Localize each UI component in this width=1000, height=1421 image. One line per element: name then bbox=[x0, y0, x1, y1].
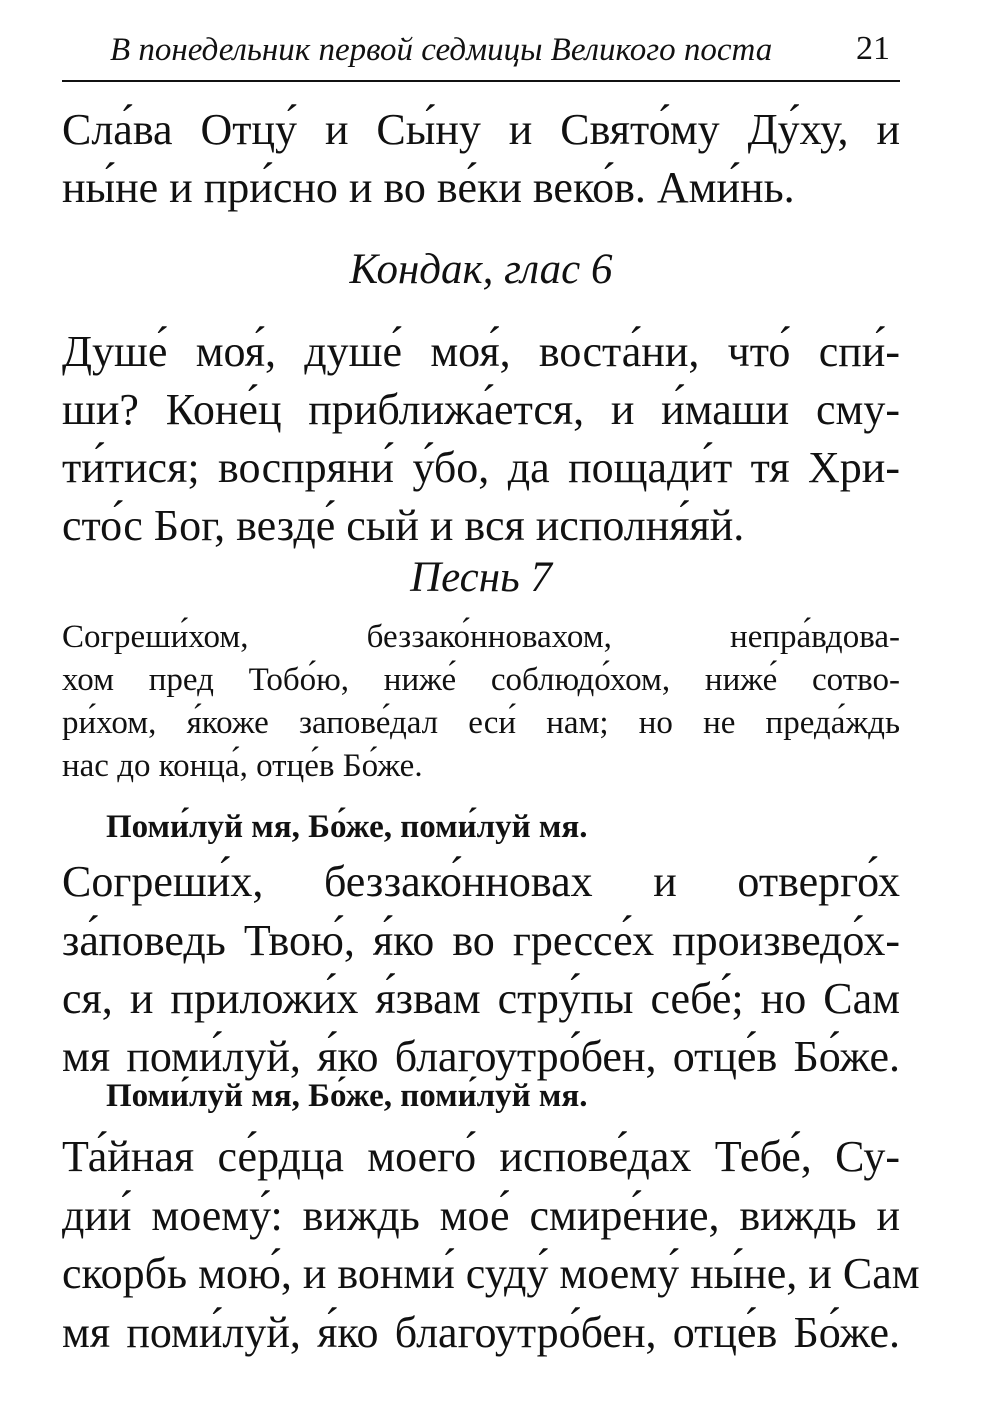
glory-line-1: Сла́ва Отцу́ и Сы́ну и Свято́му Ду́ху, и bbox=[62, 105, 900, 154]
running-head bbox=[62, 28, 900, 82]
troparion-1-line-2: за́поведь Твою́, я́ко во грессе́х произведо́х- bbox=[62, 916, 900, 965]
ode-7-heading: Песнь 7 bbox=[410, 554, 552, 601]
glory-line-2: ны́не и при́сно и во ве́ки веко́в. Ами́нь. bbox=[62, 163, 795, 212]
running-title: В понедельник первой седмицы Великого поста bbox=[110, 32, 773, 68]
irmos-line-4: нас до конца́, отце́в Бо́же. bbox=[62, 748, 423, 784]
troparion-1-line-4: мя поми́луй, я́ко благоутро́бен, отце́в Бо́же. bbox=[62, 1032, 900, 1081]
kontakion-line-3: ти́тися; воспряни́ у́бо, да пощади́т тя Хри- bbox=[62, 443, 900, 492]
refrain-2: Поми́луй мя, Бо́же, поми́луй мя. bbox=[106, 1078, 588, 1114]
kontakion-line-2: ши? Коне́ц приближа́ется, и и́маши сму- bbox=[62, 385, 900, 434]
troparion-1-line-1: Согреши́х, беззако́нновах и отверго́х bbox=[62, 857, 900, 906]
irmos-line-1: Согреши́хом, беззако́нновахом, непра́вдова- bbox=[62, 619, 900, 655]
irmos-line-2: хом пред Тобо́ю, ниже́ соблюдо́хом, ниже́ сотво- bbox=[62, 662, 900, 698]
troparion-2-line-2: дии́ моему́: виждь мое́ смире́ние, виждь и bbox=[62, 1191, 900, 1240]
book-page bbox=[62, 0, 920, 1421]
irmos-line-3: ри́хом, я́коже запове́дал еси́ нам; но не преда́ждь bbox=[62, 705, 900, 741]
troparion-2-line-1: Та́йная се́рдца моего́ испове́дах Тебе́, Су- bbox=[62, 1132, 900, 1181]
page-number: 21 bbox=[856, 30, 890, 67]
kontakion-line-1: Душе́ моя́, душе́ моя́, воста́ни, что́ спи́- bbox=[62, 327, 900, 376]
kontakion-heading: Кондак, глас 6 bbox=[349, 246, 613, 293]
kontakion-line-4: сто́с Бог, везде́ сый и вся исполня́яй. bbox=[62, 501, 745, 550]
troparion-2-line-3: скорбь мою́, и вонми́ суду́ моему́ ны́не, и Сам bbox=[62, 1249, 920, 1298]
troparion-2-line-4: мя поми́луй, я́ко благоутро́бен, отце́в Бо́же. bbox=[62, 1308, 900, 1357]
refrain-1: Поми́луй мя, Бо́же, поми́луй мя. bbox=[106, 809, 588, 845]
troparion-1-line-3: ся, и приложи́х я́звам стру́пы себе́; но Сам bbox=[62, 974, 900, 1023]
